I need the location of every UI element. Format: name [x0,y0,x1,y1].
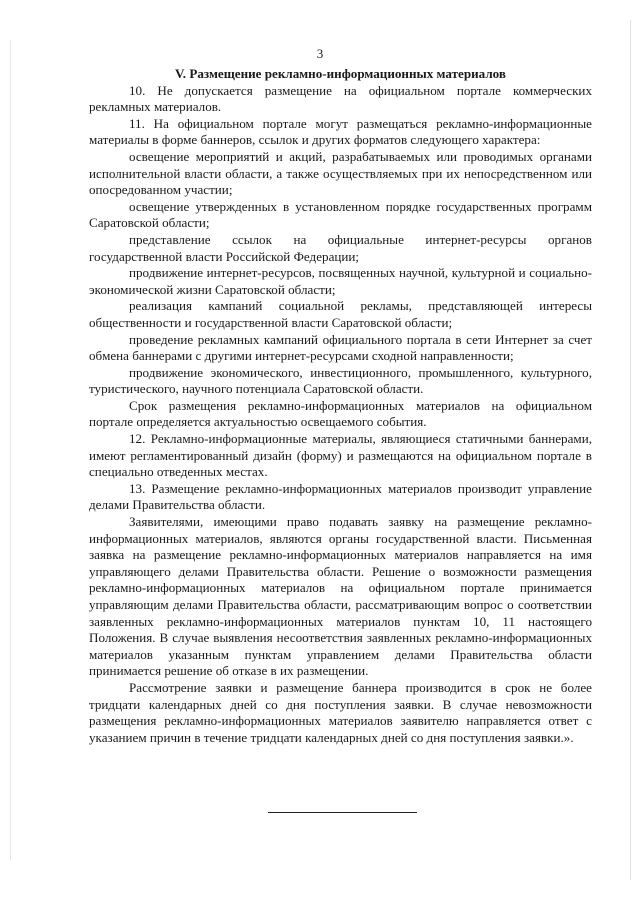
paragraph-13: 13. Размещение рекламно-информационных материалов производит управление делами Правительства области. [89,480,592,513]
closing-rule [268,812,417,813]
list-item-programs: освещение утвержденных в установленном порядке государственных программ Саратовской области; [89,198,592,231]
paragraph-11: 11. На официальном портале могут размещаться рекламно-информационные материалы в форме баннеров, ссылок и других форматов следующего характера: [89,115,592,148]
paragraph-12: 12. Рекламно-информационные материалы, являющиеся статичными баннерами, имеют регламентированный дизайн (форму) и размещаются на официальном портале в специально отведенных местах. [89,431,592,480]
paragraph-term: Срок размещения рекламно-информационных материалов на официальном портале определяется актуальностью освещаемого события. [89,397,592,430]
list-item-federal-links: представление ссылок на официальные интернет-ресурсы органов государственной власти Российской Федерации; [89,231,592,264]
scan-edge-left [10,40,11,860]
list-item-events: освещение мероприятий и акций, разрабатываемых или проводимых органами исполнительной власти области, а также осуществляемых при их непосредственном или опосредованном участии; [89,148,592,198]
list-item-social-ads: реализация кампаний социальной рекламы, представляющей интересы общественности и государственной власти Саратовской области; [89,298,592,330]
list-item-potential: продвижение экономического, инвестиционного, промышленного, культурного, туристического, научного потенциала Саратовской области. [89,364,592,397]
list-item-banner-exchange: проведение рекламных кампаний официального портала в сети Интернет за счет обмена баннерами с другими интернет-ресурсами сходной направленности; [89,331,592,364]
section-heading: V. Размещение рекламно-информационных материалов [175,66,506,81]
paragraph-10: 10. Не допускается размещение на официальном портале коммерческих рекламных материалов. [89,82,592,115]
list-item-resources: продвижение интернет-ресурсов, посвященных научной, культурной и социально-экономической жизни Саратовской области; [89,265,592,297]
paragraph-applicants: Заявителями, имеющими право подавать заявку на размещение рекламно-информационных материалов, являются органы государственной власти. Письменная заявка на размещение рекламно-информационных материалов направляется на имя управляющего делами Правительства области. Решение о возможности размещения рекламно-информационных материалов на официальном портале принимается управляющим делами Правительства области, рассматривающим вопрос о соответствии заявленных рекламно-информационных материалов пунктам 10, 11 настоящего Положения. В случае выявления несоответствия заявленных рекламно-информационных материалов указанным пунктам управлением делами Правительства области принимается решение об отказе в их размещении. [89,514,592,679]
page-number: 3 [316,46,324,61]
paragraph-review: Рассмотрение заявки и размещение баннера производится в срок не более тридцати календарных дней со дня поступления заявки. В случае невозможности размещения рекламно-информационных материалов заявителю направляется ответ с указанием причин в течение тридцати календарных дней со дня поступления заявки.». [89,679,592,745]
document-body [89,66,592,746]
scan-edge-right [630,20,631,880]
